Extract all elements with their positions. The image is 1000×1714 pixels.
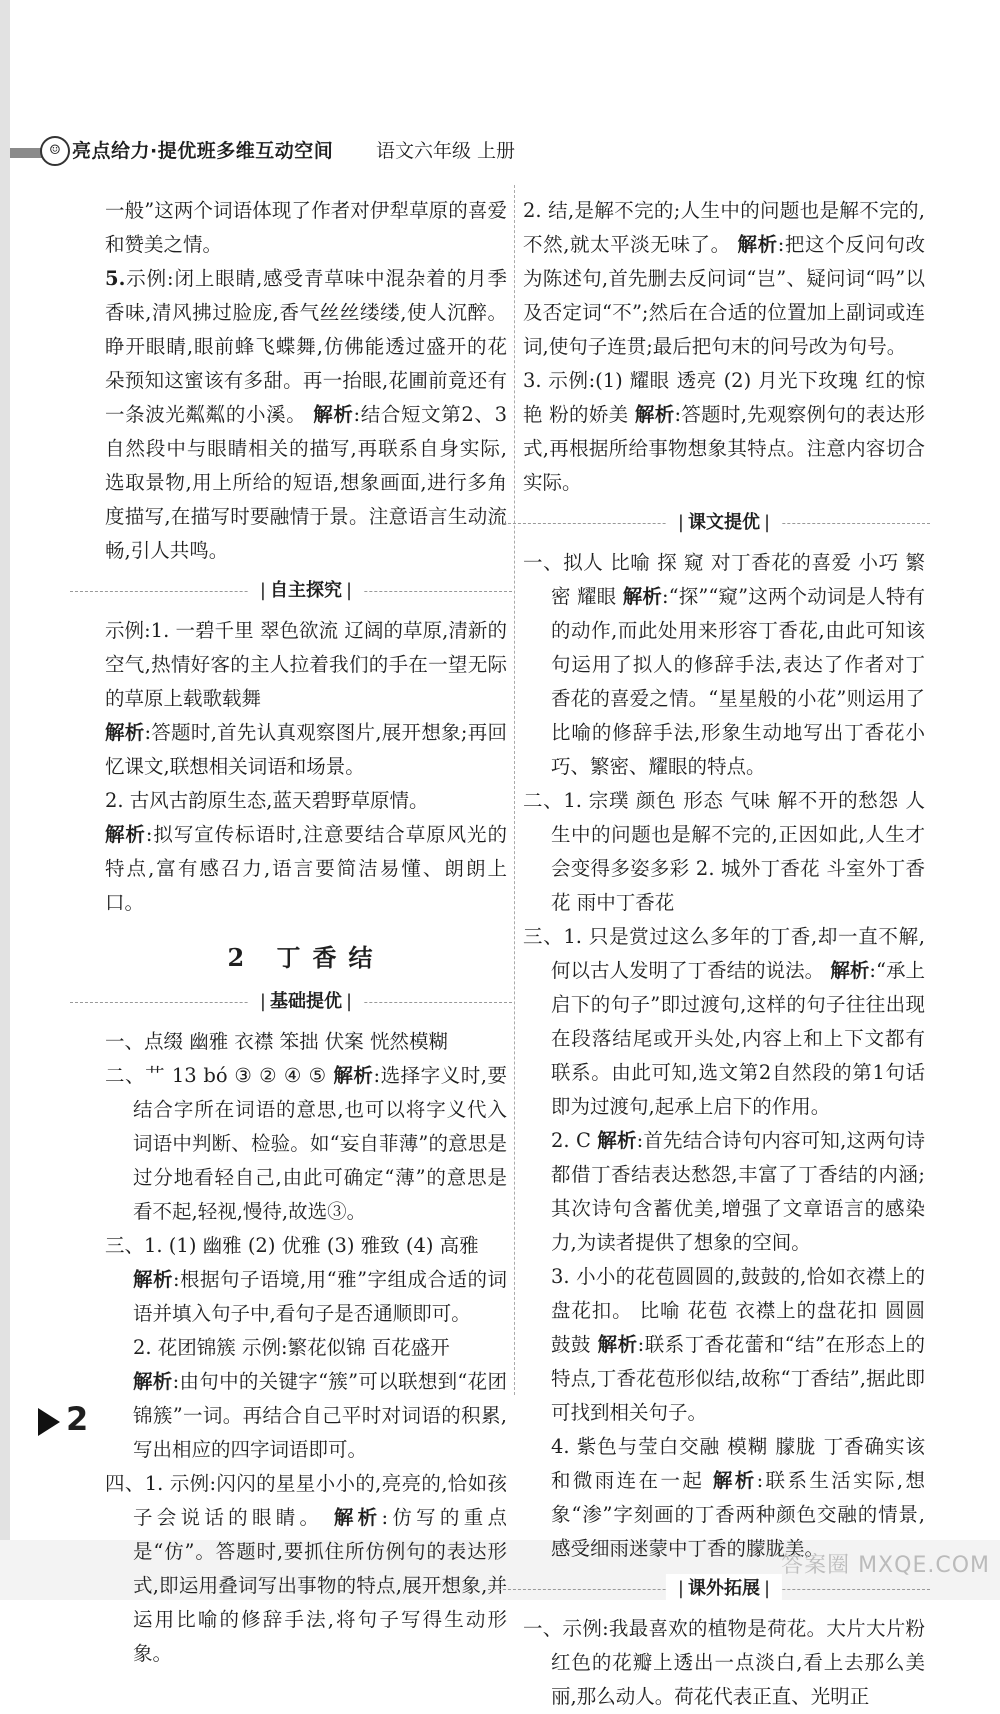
answer-item: 一、示例:我最喜欢的植物是荷花。大片大片粉红色的花瓣上透出一点淡白,看上去那么美丽,那么动人。荷花代表正直、光明正: [523, 1617, 925, 1708]
section-title: | 基础提优 |: [248, 987, 364, 1013]
answer-text: 四、1. 示例:闪闪的星星小小的,亮亮的,恰如孩子会说话的眼睛。: [105, 1472, 507, 1529]
watermark: 答案圈 MXQE.COM: [781, 1553, 990, 1578]
section-title: | 课文提优 |: [666, 508, 782, 534]
analysis-label: 解析: [133, 1370, 173, 1393]
analysis-text: :结合短文第2、3自然段中与眼睛相关的描写,再联系自身实际,选取景物,用上所给的短语,想象画面,进行多角度描写,在描写时要融情于景。注意语言生动流畅,引人共鸣。: [105, 403, 507, 562]
page-arrow-icon: [38, 1408, 60, 1436]
answer-text: 2. 花团锦簇 示例:繁花似锦 百花盛开: [133, 1336, 450, 1359]
analysis-label: 解析: [313, 403, 354, 426]
answer-text: 示例:闭上眼睛,感受青草味中混杂着的月季香味,清风拂过脸庞,香气丝丝缕缕,使人沉醉。睁开眼睛,眼前蜂飞蝶舞,仿佛能透过盛开的花朵预知这蜜该有多甜。再一抬眼,花圃前竟还有一条波光粼粼的小溪。: [105, 267, 507, 426]
column-divider: [514, 185, 515, 1395]
answer-text: 一、拟人 比喻 探 窥 对丁香花的喜爱 小巧 繁密 耀眼: [523, 551, 925, 608]
answer-text: 4. 紫色与莹白交融 模糊 朦胧 丁香确实该和微雨连在一起: [551, 1435, 925, 1492]
analysis-text: :拟写宣传标语时,注意要结合草原风光的特点,富有感召力,语言要简洁易懂、朗朗上口。: [105, 823, 507, 914]
analysis-label: 解析: [105, 823, 146, 846]
answer-text: 三、1. 只是赏过这么多年的丁香,却一直不解,何以古人发明了丁香结的说法。: [523, 925, 925, 982]
answer-item: [523, 194, 925, 364]
analysis-text: :答题时,先观察例句的表达形式,再根据所给事物想象其特点。注意内容切合实际。: [523, 403, 925, 494]
analysis-label: 解析: [597, 1333, 638, 1356]
answer-text: 3. 示例:(1) 耀眼 透亮 (2) 月光下玫瑰 红的惊艳 粉的娇美: [523, 369, 925, 426]
answer-text: 3. 小小的花苞圆圆的,鼓鼓的,恰如衣襟上的盘花扣。 比喻 花苞 衣襟上的盘花扣 圆圆鼓鼓: [551, 1265, 925, 1356]
analysis-text: :联系生活实际,想象“渗”字刻画的丁香两种颜色交融的情景,感受细雨迷蒙中丁香的朦胧美。: [551, 1469, 925, 1560]
analysis-label: 解析: [622, 585, 663, 608]
answer-item: [105, 784, 507, 920]
page-number: 2: [66, 1400, 89, 1438]
running-header: [0, 132, 600, 176]
analysis-label: 解析: [737, 233, 778, 256]
analysis-text: :仿写的重点是“仿”。答题时,要抓住所仿例句的表达形式,即运用叠词写出事物的特点,展开想象,并运用比喻的修辞手法,将句子写得生动形象。: [133, 1506, 507, 1665]
answer-text: 2. 结,是解不完的;人生中的问题也是解不完的,不然,就太平淡无味了。: [523, 199, 925, 256]
analysis-label: 解析: [597, 1129, 637, 1152]
answer-item: [105, 1229, 507, 1467]
analysis-label: 解析: [333, 1506, 382, 1529]
section-heading: [523, 506, 925, 542]
header-bar: [10, 148, 42, 158]
section-title: | 课外拓展 |: [666, 1574, 782, 1600]
answer-text: 示例:1. 一碧千里 翠色欲流 辽阔的草原,清新的空气,热情好客的主人拉着我们的手在一望无际的草原上载歌载舞: [105, 619, 507, 710]
analysis-text: :由句中的关键字“簇”可以联想到“花团锦簇”一词。再结合自己平时对词语的积累,写出相应的四字词语即可。: [133, 1370, 507, 1461]
analysis-text: :选择字义时,要结合字所在词语的意思,也可以将字义代入词语中判断、检验。如“妄自菲薄”的意思是过分地看轻自己,由此可确定“薄”的意思是看不起,轻视,慢待,故选③。: [133, 1064, 507, 1223]
analysis-label: 解析: [712, 1469, 757, 1492]
analysis-text: :把这个反问句改为陈述句,首先删去反问词“岂”、疑问词“吗”以及否定词“不”;然后在合适的位置加上副词或连词,使句子连贯;最后把句末的问号改为句号。: [523, 233, 925, 358]
answer-item: [105, 262, 507, 568]
analysis-label: 解析: [634, 403, 675, 426]
lesson-title: 2 丁香结: [227, 943, 385, 972]
answer-text: 三、1. (1) 幽雅 (2) 优雅 (3) 雅致 (4) 高雅: [105, 1234, 479, 1257]
answer-item: [105, 1467, 507, 1671]
analysis-text: :联系丁香花蕾和“结”在形态上的特点,丁香花苞形似结,故称“丁香结”,据此即可找到相关句子。: [551, 1333, 925, 1424]
left-column: [105, 194, 507, 1671]
analysis-label: 解析: [333, 1064, 374, 1087]
answer-item: [523, 920, 925, 1566]
analysis-text: :“承上启下的句子”即过渡句,这样的句子往往出现在段落结尾或开头处,内容上和上下文都有联系。由此可知,选文第2自然段的第1句话即为过渡句,起承上启下的作用。: [551, 959, 925, 1118]
item-number: 5.: [105, 267, 126, 290]
analysis-label: 解析: [133, 1268, 173, 1291]
series-logo-icon: ☺: [40, 136, 70, 166]
answer-item: [523, 364, 925, 500]
answer-text: 二、艹 13 bó ③ ② ④ ⑤: [105, 1064, 327, 1087]
answer-text: 2. 古风古韵原生态,蓝天碧野草原情。: [105, 789, 429, 812]
section-title: | 自主探究 |: [248, 576, 364, 602]
answer-item: [105, 1059, 507, 1229]
section-heading: [105, 574, 507, 610]
analysis-text: :根据句子语境,用“雅”字组成合适的词语并填入句子中,看句子是否通顺即可。: [133, 1268, 507, 1325]
answer-item: 一、点缀 幽雅 衣襟 笨拙 伏案 恍然模糊: [105, 1030, 448, 1053]
analysis-label: 解析: [830, 959, 870, 982]
answer-text: 一般”这两个词语体现了作者对伊犁草原的喜爱和赞美之情。: [105, 199, 507, 256]
analysis-text: :“探”“窥”这两个动词是人特有的动作,而此处用来形容丁香花,由此可知该句运用了拟人的修辞手法,表达了作者对丁香花的喜爱之情。“星星般的小花”则运用了比喻的修辞手法,形象生动地写出丁香花小巧、繁密、耀眼的特点。: [551, 585, 925, 778]
answer-item: 二、1. 宗璞 颜色 形态 气味 解不开的愁怨 人生中的问题也是解不完的,正因如此,人生才会变得多姿多彩 2. 城外丁香花 斗室外丁香花 雨中丁香花: [523, 789, 925, 914]
answer-item: [523, 546, 925, 784]
answer-item: [105, 614, 507, 784]
analysis-label: 解析: [105, 721, 145, 744]
subject-grade: 语文六年级 上册: [376, 140, 516, 162]
series-title: 亮点给力·提优班多维互动空间: [72, 140, 334, 162]
page-edge-left: [0, 0, 10, 1600]
section-heading: [105, 985, 507, 1021]
analysis-text: :首先结合诗句内容可知,这两句诗都借丁香结表达愁怨,丰富了丁香结的内涵;其次诗句含蓄优美,增强了文章语言的感染力,为读者提供了想象的空间。: [551, 1129, 925, 1254]
answer-text: 2. C: [551, 1129, 591, 1152]
right-column: [523, 194, 925, 1714]
analysis-text: :答题时,首先认真观察图片,展开想象;再回忆课文,联想相关词语和场景。: [105, 721, 507, 778]
